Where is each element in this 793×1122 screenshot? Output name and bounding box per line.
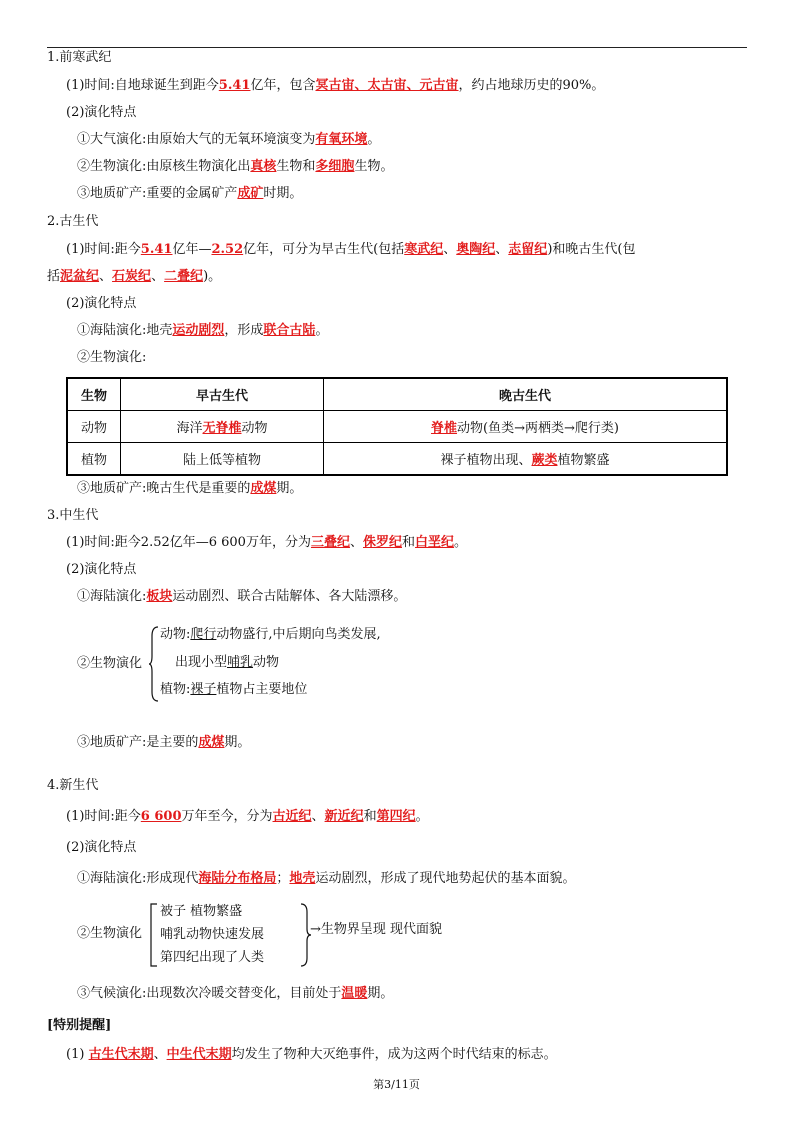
s3-evo-title: (2)演化特点 bbox=[66, 562, 137, 577]
s3-brace-icon bbox=[148, 626, 160, 702]
s4-time-line: (1)时间:距今6 600万年至今，分为古近纪、新近纪和第四纪。 bbox=[66, 809, 429, 824]
s1-time-line: (1)时间:自地球诞生到距今5.41亿年，包含冥古宙、太古宙、元古宙，约占地球历史的90%。 bbox=[66, 78, 605, 93]
table-header-cell: 生物 bbox=[67, 378, 121, 411]
s3-bio-label: ②生物演化 bbox=[77, 656, 143, 671]
s4-sea-line: ①海陆演化:形成现代海陆分布格局；地壳运动剧烈，形成了现代地势起伏的基本面貌。 bbox=[77, 871, 576, 886]
s3-bio-plant: 植物:裸子植物占主要地位 bbox=[160, 682, 308, 697]
section-4-heading: 4.新生代 bbox=[47, 778, 99, 793]
s2-geo-line: ③地质矿产:晚古生代是重要的成煤期。 bbox=[77, 481, 303, 496]
table-cell: 裸子植物出现、蕨类植物繁盛 bbox=[324, 443, 728, 476]
section-1-heading: 1.前寒武纪 bbox=[47, 50, 112, 65]
s4-climate-line: ③气候演化:出现数次冷暖交替变化，目前处于温暖期。 bbox=[77, 986, 394, 1001]
s2-time-line-1: (1)时间:距今5.41亿年—2.52亿年，可分为早古生代(包括寒武纪、奥陶纪、志留纪)和晚古生代(包 bbox=[66, 242, 636, 257]
table-header-cell: 晚古生代 bbox=[324, 378, 728, 411]
table-cell: 海洋无脊椎动物 bbox=[121, 411, 324, 443]
header-rule bbox=[47, 47, 747, 48]
page-number: 第3/11页 bbox=[373, 1078, 420, 1091]
s3-geo-line: ③地质矿产:是主要的成煤期。 bbox=[77, 735, 251, 750]
s2-sea-line: ①海陆演化:地壳运动剧烈，形成联合古陆。 bbox=[77, 323, 329, 338]
table-cell: 植物 bbox=[67, 443, 121, 476]
table-header-cell: 早古生代 bbox=[121, 378, 324, 411]
s4-bio-angiosperm: 被子 植物繁盛 bbox=[160, 904, 243, 919]
s2-evo-title: (2)演化特点 bbox=[66, 296, 137, 311]
table-cell: 陆上低等植物 bbox=[121, 443, 324, 476]
table-header-row bbox=[67, 378, 727, 411]
table-row bbox=[67, 443, 727, 476]
tips-title: [特别提醒] bbox=[47, 1018, 112, 1033]
s4-bio-result: →生物界呈现 现代面貌 bbox=[310, 922, 443, 937]
paleozoic-bio-table bbox=[66, 377, 728, 476]
s4-bio-label: ②生物演化 bbox=[77, 926, 143, 941]
s3-sea-line: ①海陆演化:板块运动剧烈、联合古陆解体、各大陆漂移。 bbox=[77, 589, 407, 604]
s3-bio-animal: 动物:爬行动物盛行,中后期向鸟类发展, bbox=[160, 627, 381, 642]
s2-bio-title: ②生物演化: bbox=[77, 350, 147, 365]
s4-evo-title: (2)演化特点 bbox=[66, 840, 137, 855]
s4-left-bracket-icon bbox=[148, 903, 158, 967]
tips-line: (1) 古生代末期、中生代末期均发生了物种大灭绝事件，成为这两个时代结束的标志。 bbox=[66, 1047, 557, 1062]
table-cell: 脊椎动物(鱼类→两栖类→爬行类) bbox=[324, 411, 728, 443]
section-3-heading: 3.中生代 bbox=[47, 508, 99, 523]
s4-bio-mammal: 哺乳动物快速发展 bbox=[160, 927, 265, 942]
s3-time-line: (1)时间:距今2.52亿年—6 600万年，分为三叠纪、侏罗纪和白垩纪。 bbox=[66, 535, 468, 550]
s1-geo-line: ③地质矿产:重要的金属矿产成矿时期。 bbox=[77, 186, 303, 201]
section-2-heading: 2.古生代 bbox=[47, 214, 99, 229]
s1-atmosphere-line: ①大气演化:由原始大气的无氧环境演变为有氧环境。 bbox=[77, 132, 381, 147]
table-cell: 动物 bbox=[67, 411, 121, 443]
arrow-right-icon: → bbox=[310, 922, 321, 937]
s1-bio-line: ②生物演化:由原核生物演化出真核生物和多细胞生物。 bbox=[77, 159, 394, 174]
s1-evo-title: (2)演化特点 bbox=[66, 105, 137, 120]
s4-bio-human: 第四纪出现了人类 bbox=[160, 950, 265, 965]
s3-bio-mammal: 出现小型哺乳动物 bbox=[175, 655, 280, 670]
table-row bbox=[67, 411, 727, 443]
s2-time-line-2: 括泥盆纪、石炭纪、二叠纪)。 bbox=[47, 269, 222, 284]
